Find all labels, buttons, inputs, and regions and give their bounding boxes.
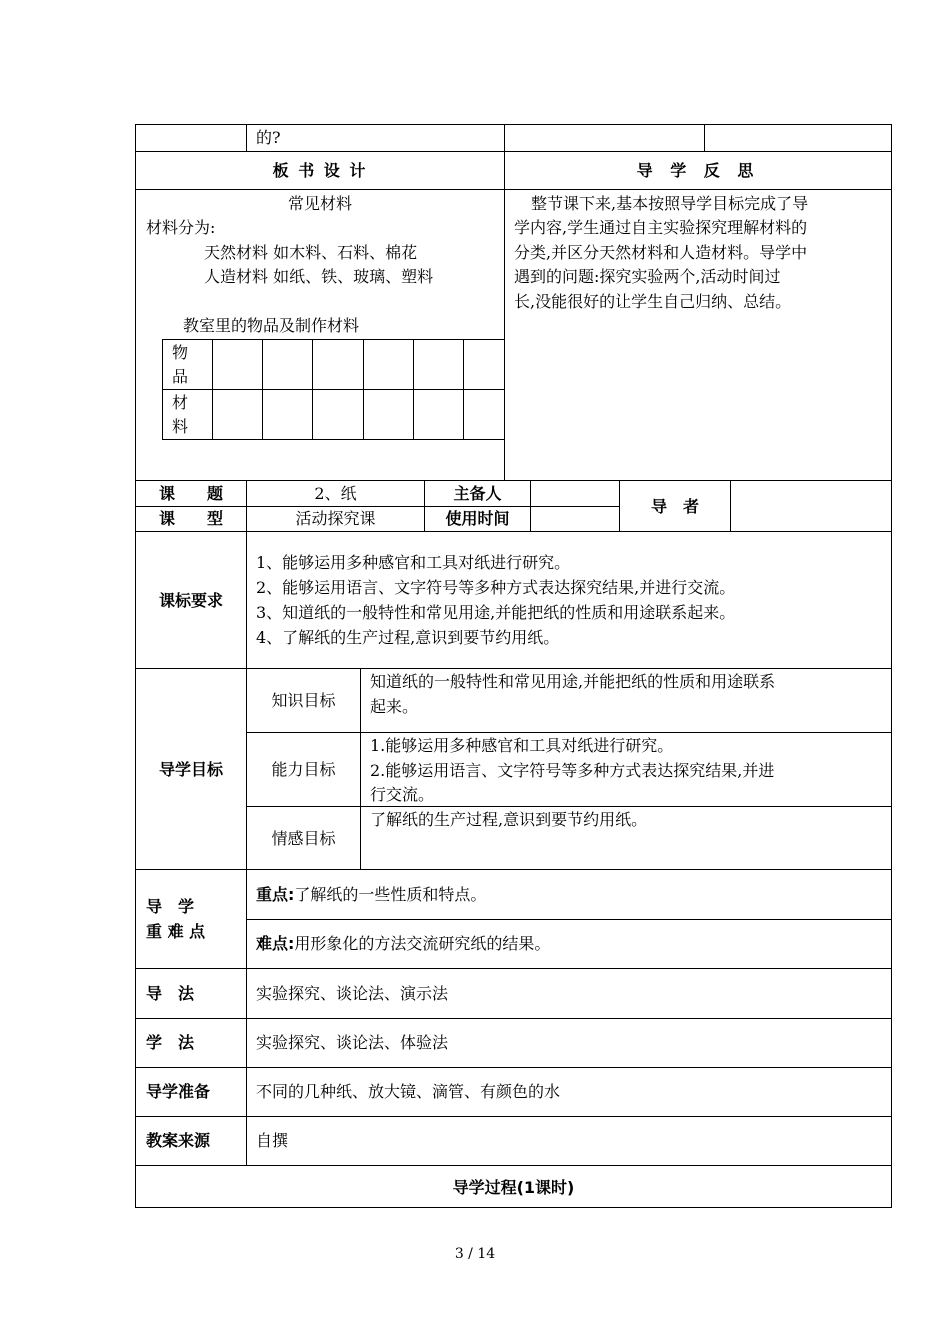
reflection-line-3: 分类,并区分天然材料和人造材料。导学中: [514, 243, 808, 262]
standards-item-1: 1、能够运用多种感官和工具对纸进行研究。: [256, 553, 571, 572]
knowledge-goal-line-2: 起来。: [370, 697, 419, 716]
reflection-header: 导 学 反 思: [636, 161, 760, 180]
emotion-goal-label: 情感目标: [271, 829, 336, 848]
type-label: 课 型: [158, 509, 223, 528]
guide-label: 导 者: [650, 497, 699, 516]
preparation-value: 不同的几种纸、放大镜、滴管、有颜色的水: [256, 1082, 561, 1101]
key-point-text: 了解纸的一些性质和特点。: [294, 885, 487, 904]
board-design-header: 板 书 设 计: [272, 161, 368, 180]
materials-table-row-label-items-1: 物: [172, 343, 189, 362]
ability-goal-line-2: 2.能够运用语言、文字符号等多种方式表达探究结果,并进: [370, 761, 775, 780]
ability-goal-line-1: 1.能够运用多种感官和工具对纸进行研究。: [370, 736, 674, 755]
standards-item-4: 4、了解纸的生产过程,意识到要节约用纸。: [256, 628, 560, 647]
materials-table-row-label-items-2: 品: [172, 367, 189, 386]
teaching-method-label: 导 法: [146, 984, 195, 1003]
difficult-point-row: [256, 931, 550, 956]
board-natural-materials: 天然材料 如木料、石料、棉花: [204, 243, 418, 262]
board-table-caption: 教室里的物品及制作材料: [183, 316, 360, 335]
key-points-label-line-1: 导 学: [146, 897, 195, 916]
reflection-line-2: 学内容,学生通过自主实验探究理解材料的: [514, 218, 808, 237]
learning-method-value: 实验探究、谈论法、体验法: [256, 1033, 449, 1052]
topic-label: 课 题: [158, 484, 223, 503]
key-point-label: 重点:: [256, 885, 295, 904]
reflection-line-5: 长,没能很好的让学生自己归纳、总结。: [514, 292, 792, 311]
materials-table-row-label-materials-1: 材: [172, 393, 189, 412]
difficult-point-label: 难点:: [256, 934, 295, 953]
standards-item-2: 2、能够运用语言、文字符号等多种方式表达探究结果,并进行交流。: [256, 578, 736, 597]
teaching-method-value: 实验探究、谈论法、演示法: [256, 984, 449, 1003]
page-number: 3 / 14: [454, 1246, 496, 1262]
standards-label: 课标要求: [158, 591, 223, 610]
standards-item-3: 3、知道纸的一般特性和常见用途,并能把纸的性质和用途联系起来。: [256, 603, 736, 622]
reflection-line-4: 遇到的问题:探究实验两个,活动时间过: [514, 267, 781, 286]
board-title: 常见材料: [287, 194, 352, 213]
emotion-goal-text: 了解纸的生产过程,意识到要节约用纸。: [370, 810, 648, 829]
learning-method-label: 学 法: [146, 1033, 195, 1052]
time-label: 使用时间: [445, 509, 510, 528]
key-points-label-line-2: 重 难 点: [146, 922, 206, 941]
ability-goal-line-3: 行交流。: [370, 785, 435, 804]
board-intro: 材料分为:: [146, 218, 216, 237]
source-value: 自撰: [256, 1131, 289, 1150]
top-row-text: 的?: [256, 128, 281, 147]
difficult-point-text: 用形象化的方法交流研究纸的结果。: [294, 934, 551, 953]
type-value: 活动探究课: [295, 509, 376, 528]
reflection-line-1: 整节课下来,基本按照导学目标完成了导: [531, 194, 809, 213]
preparation-label: 导学准备: [146, 1082, 211, 1101]
key-point-row: [256, 882, 486, 907]
preparer-label: 主备人: [453, 484, 502, 503]
process-header: 导学过程(1课时): [452, 1178, 575, 1197]
knowledge-goal-line-1: 知道纸的一般特性和常见用途,并能把纸的性质和用途联系: [370, 672, 776, 691]
source-label: 教案来源: [146, 1131, 211, 1150]
materials-table-row-label-materials-2: 料: [172, 417, 189, 436]
board-artificial-materials: 人造材料 如纸、铁、玻璃、塑料: [204, 267, 434, 286]
topic-value: 2、纸: [314, 484, 357, 503]
ability-goal-label: 能力目标: [271, 760, 336, 779]
knowledge-goal-label: 知识目标: [271, 691, 336, 710]
goals-label: 导学目标: [158, 760, 223, 779]
